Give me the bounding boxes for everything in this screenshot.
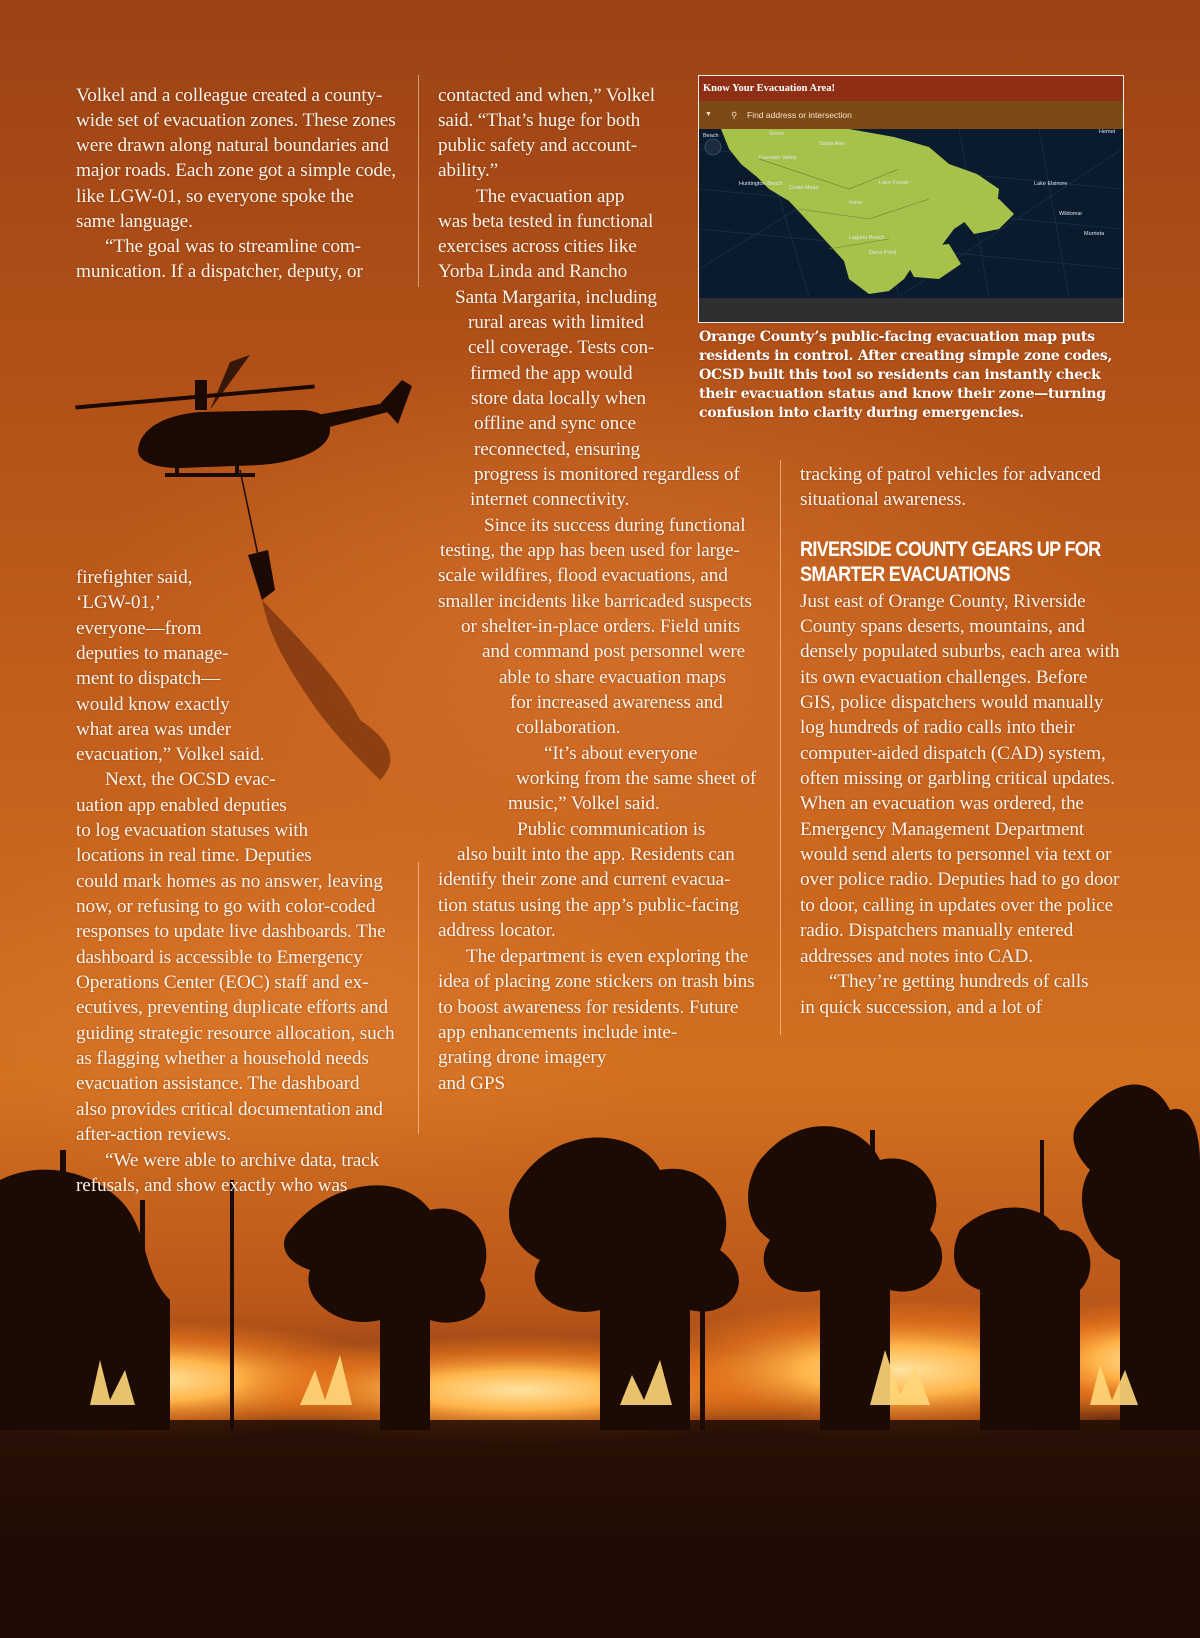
- text-line: ‘LGW-01,’: [76, 592, 161, 613]
- text-line: “It’s about everyone: [544, 743, 698, 764]
- map-label: Fountain Valley: [759, 155, 797, 161]
- map-label: Lake Elsinore: [1034, 181, 1068, 187]
- text-line: Since its success during functional: [484, 515, 746, 536]
- map-label: Wildomar: [1059, 211, 1083, 217]
- text-line: computer-aided dispatch (CAD) system,: [800, 743, 1106, 764]
- text-line: The evacuation app: [476, 186, 625, 207]
- text-line: situational awareness.: [800, 489, 966, 510]
- text-line: now, or refusing to go with color-coded: [76, 896, 376, 917]
- text-line: would know exactly: [76, 694, 230, 715]
- evacuation-map-screenshot: [698, 75, 1124, 323]
- section-headline: SMARTER EVACUATIONS: [800, 563, 1011, 586]
- map-label: Huntington Beach: [739, 181, 783, 187]
- search-icon: ⚲: [731, 110, 738, 120]
- text-line: munication. If a dispatcher, deputy, or: [76, 261, 363, 282]
- text-line: “They’re getting hundreds of calls: [829, 971, 1089, 992]
- chevron-down-icon: ▼: [705, 111, 712, 118]
- text-line: could mark homes as no answer, leaving: [76, 871, 383, 892]
- text-line: often missing or garbling critical updates.: [800, 768, 1115, 789]
- column-rule-2: [780, 460, 781, 1035]
- text-line: deputies to manage-: [76, 643, 229, 664]
- text-line: said. “That’s huge for both: [438, 110, 641, 131]
- map-caption: [699, 328, 1119, 423]
- caption-line: Orange County’s public-facing evacuation map puts: [699, 329, 1095, 345]
- text-line: over police radio. Deputies had to go door: [800, 869, 1120, 890]
- text-line: “We were able to archive data, track: [105, 1150, 380, 1171]
- text-line: ecutives, preventing duplicate efforts and: [76, 997, 388, 1018]
- text-line: exercises across cities like: [438, 236, 637, 257]
- map-label: Lake Forest: [879, 180, 909, 186]
- text-line: smaller incidents like barricaded suspects: [438, 591, 752, 612]
- text-line: after-action reviews.: [76, 1124, 231, 1145]
- caption-line: residents in control. After creating simple zone codes,: [699, 348, 1112, 364]
- text-line: everyone—from: [76, 618, 202, 639]
- map-label: Hemet: [1099, 129, 1116, 135]
- text-line: scale wildfires, flood evacuations, and: [438, 565, 728, 586]
- text-line: contacted and when,” Volkel: [438, 85, 655, 106]
- text-line: music,” Volkel said.: [508, 793, 660, 814]
- text-line: Emergency Management Department: [800, 819, 1085, 840]
- column-rule-1a: [418, 75, 419, 287]
- text-line: responses to update live dashboards. The: [76, 921, 386, 942]
- text-line: addresses and notes into CAD.: [800, 946, 1033, 967]
- text-line: firefighter said,: [76, 567, 193, 588]
- text-line: Next, the OCSD evac-: [105, 769, 276, 790]
- map-footer-bar: [699, 298, 1123, 322]
- text-line: uation app enabled deputies: [76, 795, 287, 816]
- text-line: address locator.: [438, 920, 556, 941]
- text-line: Volkel and a colleague created a county-: [76, 85, 383, 106]
- text-line: was beta tested in functional: [438, 211, 654, 232]
- text-line: internet connectivity.: [470, 489, 630, 510]
- text-line: app enhancements include inte-: [438, 1022, 678, 1043]
- text-line: like LGW-01, so everyone spoke the: [76, 186, 354, 207]
- text-line: locations in real time. Deputies: [76, 845, 312, 866]
- text-line: rural areas with limited: [468, 312, 644, 333]
- text-line: refusals, and show exactly who was: [76, 1175, 348, 1196]
- map-label: Murrieta: [1084, 231, 1105, 237]
- text-line: densely populated suburbs, each area with: [800, 641, 1120, 662]
- text-line: were drawn along natural boundaries and: [76, 135, 389, 156]
- text-line: also built into the app. Residents can: [457, 844, 735, 865]
- text-line: and GPS: [438, 1073, 505, 1094]
- map-search-bar: [699, 101, 1123, 129]
- text-line: its own evacuation challenges. Before: [800, 667, 1088, 688]
- text-line: offline and sync once: [474, 413, 636, 434]
- column-rule-1b: [418, 862, 419, 1134]
- text-line: reconnected, ensuring: [474, 439, 641, 460]
- text-line: would send alerts to personnel via text or: [800, 844, 1112, 865]
- text-line: tracking of patrol vehicles for advanced: [800, 464, 1101, 485]
- map-title: Know Your Evacuation Area!: [699, 76, 1123, 101]
- map-label: Grove: [769, 131, 784, 137]
- text-line: working from the same sheet of: [516, 768, 757, 789]
- text-line: as flagging whether a household needs: [76, 1048, 369, 1069]
- text-line: Santa Margarita, including: [455, 287, 657, 308]
- text-line: collaboration.: [516, 717, 621, 738]
- text-line: Yorba Linda and Rancho: [438, 261, 628, 282]
- text-line: idea of placing zone stickers on trash bins: [438, 971, 755, 992]
- text-line: GIS, police dispatchers would manually: [800, 692, 1104, 713]
- text-line: for increased awareness and: [510, 692, 723, 713]
- map-search-placeholder: Find address or intersection: [747, 110, 852, 120]
- map-label: Santa Ana: [819, 141, 845, 147]
- section-headline: RIVERSIDE COUNTY GEARS UP FOR: [800, 538, 1101, 561]
- text-line: identify their zone and current evacua-: [438, 869, 731, 890]
- text-line: to door, calling in updates over the police: [800, 895, 1113, 916]
- text-line: Just east of Orange County, Riverside: [800, 591, 1086, 612]
- text-line: progress is monitored regardless of: [474, 464, 740, 485]
- text-line: “The goal was to streamline com-: [105, 236, 361, 257]
- text-line: to boost awareness for residents. Future: [438, 997, 739, 1018]
- text-line: When an evacuation was ordered, the: [800, 793, 1084, 814]
- text-line: guiding strategic resource allocation, such: [76, 1023, 395, 1044]
- caption-line: OCSD built this tool so residents can instantly check: [699, 367, 1101, 383]
- text-line: major roads. Each zone got a simple code,: [76, 160, 396, 181]
- map-label: Costa Mesa: [789, 185, 819, 191]
- text-line: The department is even exploring the: [466, 946, 749, 967]
- text-line: testing, the app has been used for large-: [440, 540, 740, 561]
- text-line: what area was under: [76, 719, 232, 740]
- text-line: in quick succession, and a lot of: [800, 997, 1042, 1018]
- map-label: Laguna Beach: [849, 235, 885, 241]
- text-line: evacuation assistance. The dashboard: [76, 1073, 360, 1094]
- caption-line: their evacuation status and know their zone—turning: [699, 386, 1106, 402]
- text-line: log hundreds of radio calls into their: [800, 717, 1075, 738]
- text-line: tion status using the app’s public-facing: [438, 895, 739, 916]
- map-label: Irvine: [849, 200, 863, 206]
- text-line: Public communication is: [517, 819, 706, 840]
- text-line: cell coverage. Tests con-: [468, 337, 655, 358]
- map-label: Beach: [703, 133, 719, 139]
- text-line: evacuation,” Volkel said.: [76, 744, 265, 765]
- text-line: also provides critical documentation and: [76, 1099, 383, 1120]
- text-line: or shelter-in-place orders. Field units: [461, 616, 741, 637]
- text-line: store data locally when: [471, 388, 646, 409]
- text-line: wide set of evacuation zones. These zones: [76, 110, 396, 131]
- text-line: County spans deserts, mountains, and: [800, 616, 1085, 637]
- text-line: radio. Dispatchers manually entered: [800, 920, 1074, 941]
- text-line: grating drone imagery: [438, 1047, 607, 1068]
- text-line: public safety and account-: [438, 135, 638, 156]
- text-line: able to share evacuation maps: [499, 667, 726, 688]
- text-line: ment to dispatch—: [76, 668, 221, 689]
- text-line: Operations Center (EOC) staff and ex-: [76, 972, 369, 993]
- county-map: [699, 129, 1122, 297]
- text-line: dashboard is accessible to Emergency: [76, 947, 363, 968]
- text-line: same language.: [76, 211, 193, 232]
- text-line: to log evacuation statuses with: [76, 820, 309, 841]
- text-line: and command post personnel were: [482, 641, 746, 662]
- text-line: firmed the app would: [470, 363, 633, 384]
- map-label: Dana Point: [869, 250, 897, 256]
- text-line: ability.”: [438, 160, 499, 181]
- caption-line: confusion into clarity during emergencies.: [699, 405, 1024, 421]
